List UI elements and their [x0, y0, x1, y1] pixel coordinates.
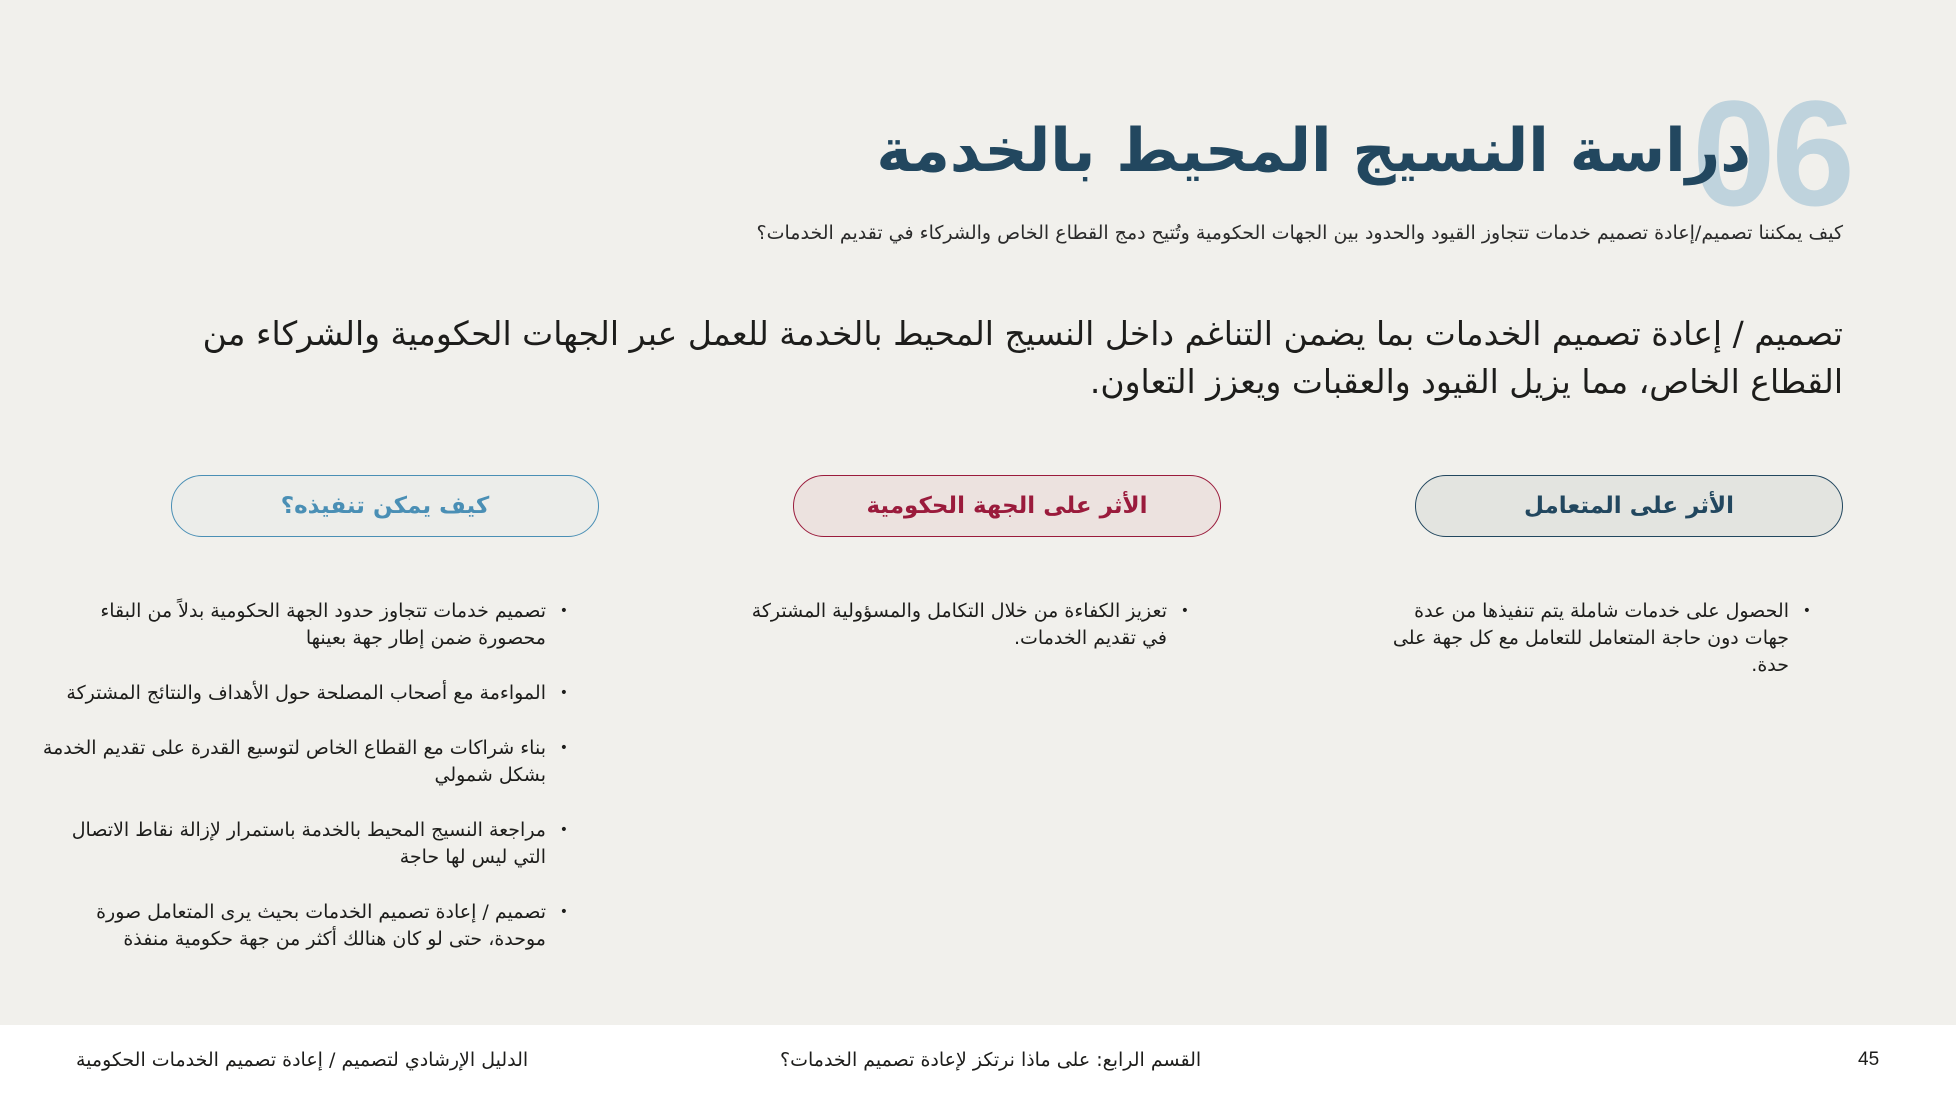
implementation-list	[38, 598, 568, 981]
lead-statement: تصميم / إعادة تصميم الخدمات بما يضمن التناغم داخل النسيج المحيط بالخدمة للعمل عبر الجهات الحكومية والشركاء من القطاع الخاص، مما يزيل القيود والعقبات ويعزز التعاون.	[202, 314, 1843, 401]
page-number: 45	[1858, 1049, 1880, 1070]
page-footer	[0, 1025, 1956, 1100]
list-item: • تصميم / إعادة تصميم الخدمات بحيث يرى المتعامل صورة موحدة، حتى لو كان هنالك أكثر من جهة حكومية منفذة	[96, 901, 568, 950]
section-number: 06	[1692, 69, 1851, 237]
impact-on-government-pill	[793, 475, 1221, 537]
bullet-icon: •	[559, 740, 568, 756]
government-impact-list	[749, 598, 1189, 652]
page-subtitle: كيف يمكننا تصميم/إعادة تصميم خدمات تتجاوز القيود والحدود بين الجهات الحكومية وتُتيح دمج القطاع الخاص والشركاء في تقديم الخدمات؟	[756, 222, 1843, 244]
list-item: • الحصول على خدمات شاملة يتم تنفيذها من عدة جهات دون حاجة المتعامل للتعامل مع كل جهة على حدة.	[1392, 600, 1811, 676]
bullet-icon: •	[559, 603, 568, 619]
bullet-icon: •	[1802, 603, 1811, 619]
pill-label: كيف يمكن تنفيذه؟	[280, 493, 490, 519]
pill-label: الأثر على الجهة الحكومية	[866, 493, 1148, 519]
footer-guide-title: الدليل الإرشادي لتصميم / إعادة تصميم الخدمات الحكومية	[76, 1049, 529, 1071]
list-item: • تعزيز الكفاءة من خلال التكامل والمسؤولية المشتركة في تقديم الخدمات.	[751, 600, 1189, 649]
bullet-icon: •	[559, 904, 568, 920]
list-item: • تصميم خدمات تتجاوز حدود الجهة الحكومية بدلاً من البقاء محصورة ضمن إطار جهة بعينها	[100, 600, 568, 649]
customer-impact-list	[1371, 598, 1811, 679]
list-item: • المواءمة مع أصحاب المصلحة حول الأهداف والنتائج المشتركة	[38, 680, 568, 707]
page-title: دراسة النسيج المحيط بالخدمة	[876, 116, 1751, 186]
pill-label: الأثر على المتعامل	[1523, 493, 1735, 519]
footer-section-title: القسم الرابع: على ماذا نرتكز لإعادة تصميم الخدمات؟	[780, 1049, 1202, 1071]
list-item: • بناء شراكات مع القطاع الخاص لتوسيع القدرة على تقديم الخدمة بشكل شمولي	[42, 737, 568, 786]
impact-on-customer-pill	[1415, 475, 1843, 537]
bullet-icon: •	[1180, 603, 1189, 619]
how-to-implement-pill	[171, 475, 599, 537]
list-item: • مراجعة النسيج المحيط بالخدمة باستمرار لإزالة نقاط الاتصال التي ليس لها حاجة	[71, 819, 568, 868]
bullet-icon: •	[559, 822, 568, 838]
bullet-icon: •	[559, 685, 568, 701]
